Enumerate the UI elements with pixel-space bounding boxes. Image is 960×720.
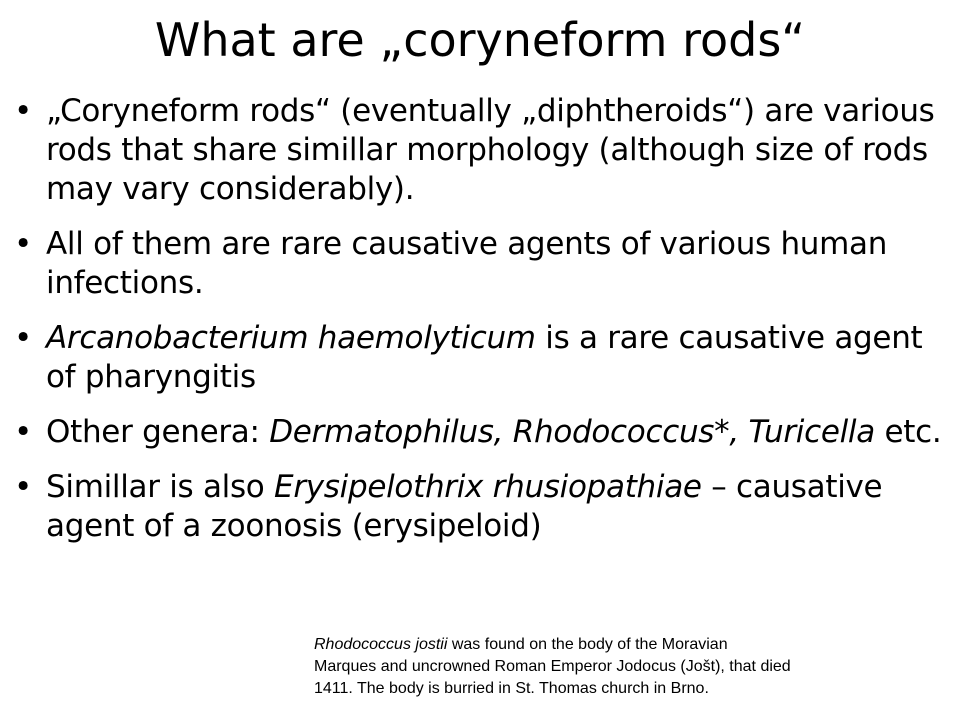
footnote-line-2: Marques and uncrowned Roman Emperor Jodocus (Jošt), that died	[314, 658, 791, 675]
bullet-list	[0, 92, 960, 562]
bullet-item	[0, 468, 946, 546]
bullet-dot-icon: •	[14, 320, 32, 356]
bullet-segment: „Coryneform rods“ (eventually „diphtheroids“) are various rods that share simillar morphology (although size of rods may vary considerably).	[46, 93, 935, 207]
bullet-text	[46, 319, 946, 397]
bullet-segment: etc.	[874, 414, 942, 450]
bullet-item	[0, 225, 946, 303]
bullet-text	[46, 468, 946, 546]
bullet-italic-segment: Dermatophilus, Rhodococcus*, Turicella	[269, 414, 875, 450]
bullet-text	[46, 225, 946, 303]
bullet-segment: Other genera:	[46, 414, 270, 450]
bullet-item	[0, 319, 946, 397]
bullet-text	[46, 92, 946, 209]
footnote-line-1-rest: was found on the body of the Moravian	[447, 636, 728, 653]
slide-title: What are „coryneform rods“	[154, 13, 806, 67]
bullet-item	[0, 92, 946, 209]
bullet-dot-icon: •	[14, 469, 32, 505]
bullet-dot-icon: •	[14, 226, 32, 262]
footnote-line-1	[314, 634, 960, 656]
bullet-italic-segment: Arcanobacterium haemolyticum	[46, 320, 536, 356]
bullet-text	[46, 413, 946, 452]
footnote-line-3: 1411. The body is burried in St. Thomas church in Brno.	[314, 680, 709, 697]
bullet-dot-icon: •	[14, 414, 32, 450]
footnote-italic-lead: Rhodococcus jostii	[314, 636, 448, 653]
bullet-italic-segment: Erysipelothrix rhusiopathiae	[274, 469, 702, 505]
footnote	[314, 634, 960, 700]
bullet-segment: – causative agent of a zoonosis (erysipeloid)	[46, 469, 883, 544]
bullet-item	[0, 413, 946, 452]
bullet-segment: Simillar is also	[46, 469, 275, 505]
bullet-segment: All of them are rare causative agents of various human infections.	[46, 226, 888, 301]
bullet-dot-icon: •	[14, 93, 32, 129]
bullet-segment: is a rare causative agent of pharyngitis	[46, 320, 923, 395]
